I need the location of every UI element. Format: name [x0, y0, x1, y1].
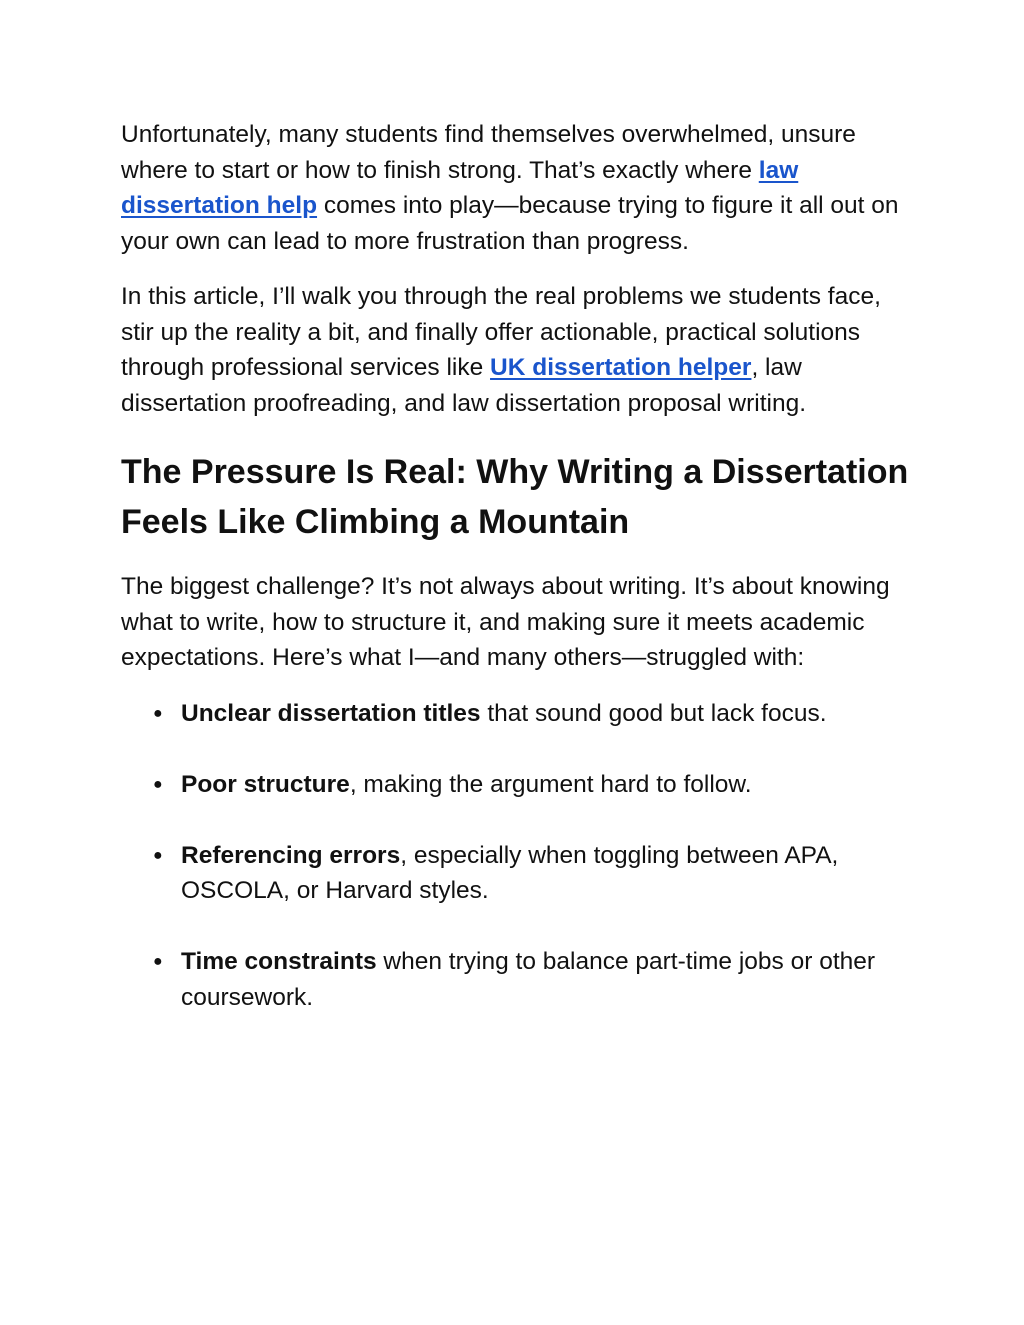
list-item-text: when trying to balance part-time jobs or other coursework. [181, 948, 876, 1011]
section-heading: The Pressure Is Real: Why Writing a Dissertation Feels Like Climbing a Mountain [121, 453, 909, 541]
uk-dissertation-helper-link[interactable]: UK dissertation helper [490, 354, 752, 381]
list-item [121, 944, 911, 1015]
list-item [121, 767, 911, 803]
overview-text-end: , law dissertation proofreading, and law dissertation proposal writing. [121, 354, 807, 417]
law-dissertation-help-link[interactable]: law dissertation help [121, 156, 799, 219]
list-item-text: , making the argument hard to follow. [349, 770, 752, 798]
challenge-paragraph: The biggest challenge? It’s not always about writing. It’s about knowing what to write, how to structure it, and making sure it meets academic expectations. Here’s what I—and many others—struggled with: [121, 573, 890, 671]
document-page [121, 117, 911, 1051]
list-item-text: that sound good but lack focus. [480, 699, 827, 727]
overview-text-start: In this article, I’ll walk you through the real problems we students face, stir up the reality a bit, and finally offer actionable, practical solutions through professional services like [121, 283, 881, 381]
list-item-text: , especially when toggling between APA, OSCOLA, or Harvard styles. [181, 841, 839, 904]
bullet-icon: ● [153, 704, 163, 722]
article-overview-paragraph [121, 279, 911, 421]
list-item [121, 838, 911, 909]
bullet-icon: ● [153, 846, 163, 864]
list-item-bold: Poor structure [181, 770, 350, 798]
list-item-bold: Referencing errors [181, 841, 401, 869]
list-item-bold: Time constraints [181, 948, 377, 975]
intro-text-start: Unfortunately, many students find themselves overwhelmed, unsure where to start or how to finish strong. That’s exactly where [121, 121, 856, 184]
bullet-icon: ● [153, 775, 163, 793]
list-item-bold: Unclear dissertation titles [181, 699, 481, 727]
intro-paragraph [121, 117, 911, 259]
list-item [121, 696, 911, 732]
intro-text-end: comes into play—because trying to figure it all out on your own can lead to more frustration than progress. [121, 192, 899, 255]
struggles-list [121, 696, 911, 1016]
bullet-icon: ● [153, 953, 163, 970]
